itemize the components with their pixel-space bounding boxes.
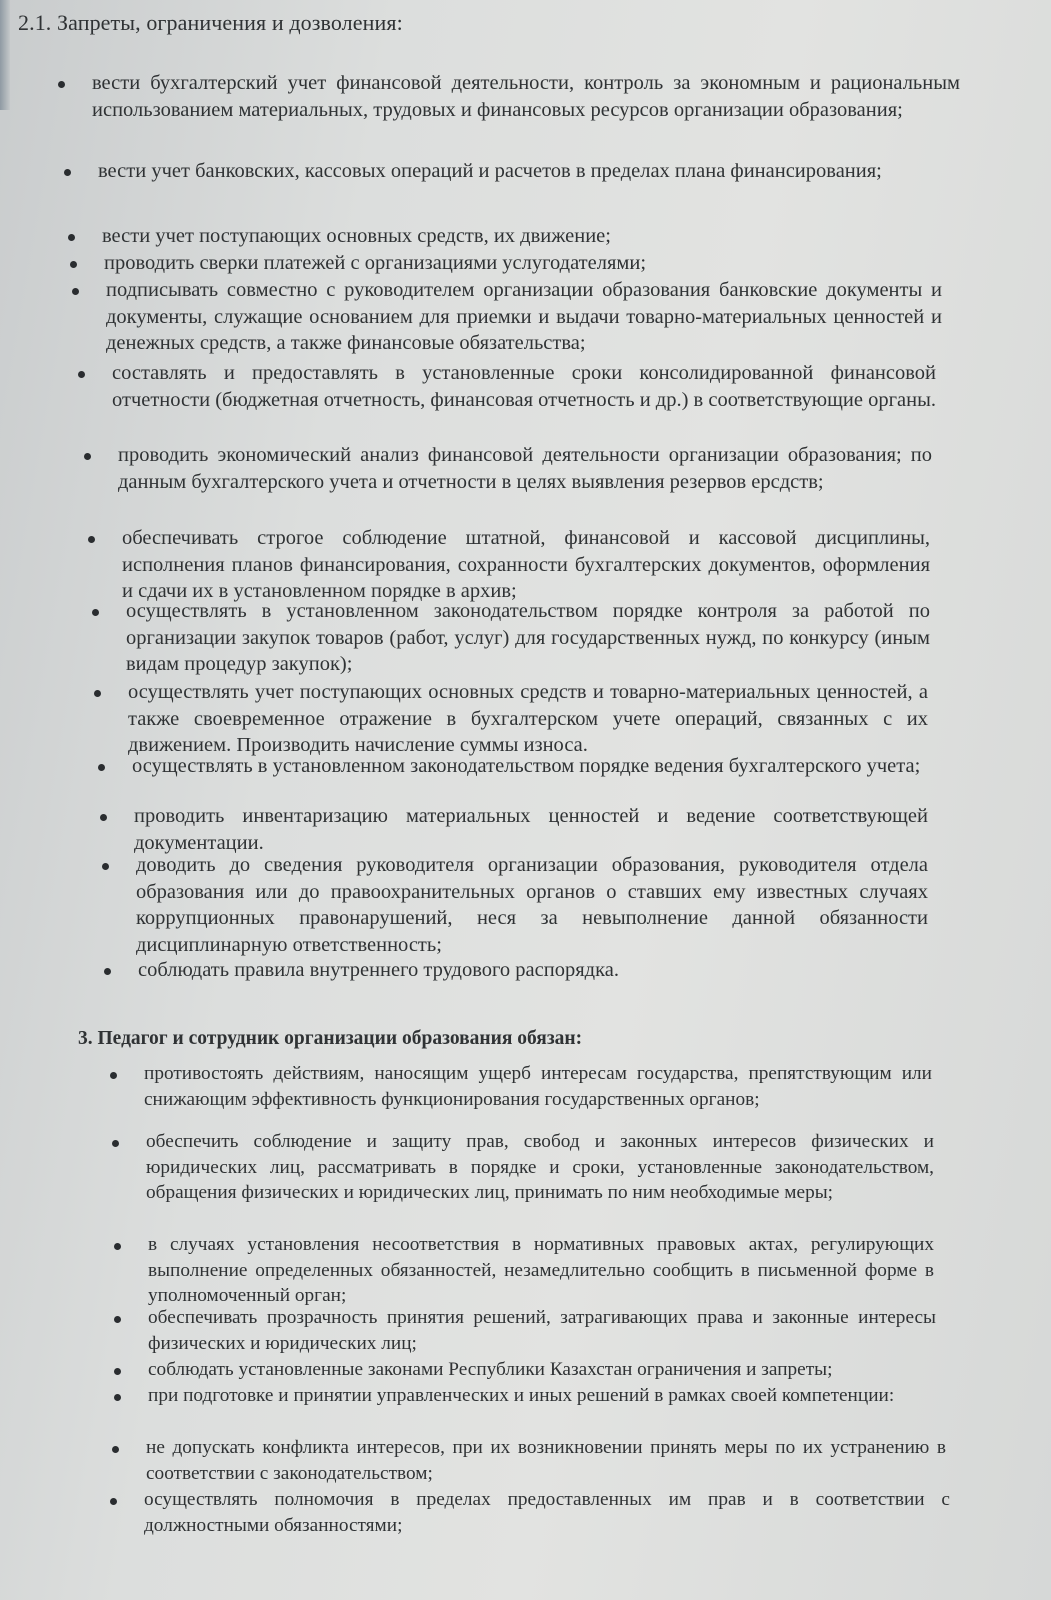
list-item-text: проводить инвентаризацию материальных ценностей и ведение соответствующей документации. (134, 805, 928, 854)
bullet-icon (78, 371, 85, 378)
list-item (128, 679, 928, 759)
list-item (144, 1487, 950, 1538)
list-item (148, 1383, 944, 1409)
list-item-text: осуществлять в установленном законодательством порядке контроля за работой по организации закупок товаров (работ, услуг) для государственных нужд, по конкурсу (иным видам процедур закупок); (126, 600, 930, 675)
list-item-text: составлять и предоставлять в установленные сроки консолидированной финансовой отчетности (бюджетная отчетность, финансовая отчетность и др.) в соответствующие органы. (112, 362, 936, 411)
list-item (146, 1435, 946, 1486)
list-item-text: проводить сверки платежей с организациями услугодателями; (104, 252, 647, 274)
bullet-icon (110, 1498, 117, 1505)
bullet-icon (110, 1072, 117, 1079)
list-item (122, 525, 930, 605)
list-item (148, 1305, 936, 1356)
bullet-icon (88, 536, 95, 543)
list-item-text: доводить до сведения руководителя организации образования, руководителя отдела образования или до правоохранительных органов о ставших ему известных случаях коррупционных правонарушений, неся за невыполнение данной обязанности дисциплинарную ответственность; (136, 854, 928, 956)
bullet-icon (114, 1243, 121, 1250)
list-item (98, 158, 950, 185)
bullet-icon (68, 234, 75, 241)
list-item (126, 598, 930, 678)
bullet-icon (112, 1140, 119, 1147)
bullet-icon (112, 1446, 119, 1453)
list-item (144, 1061, 932, 1112)
bullet-icon (100, 814, 107, 821)
list-item-text: обеспечивать строгое соблюдение штатной, финансовой и кассовой дисциплины, исполнения планов финансирования, сохранности бухгалтерских документов, оформления и сдачи их в установленном порядке в архив; (122, 527, 930, 602)
list-item-text: при подготовке и принятии управленческих и иных решений в рамках своей компетенции: (148, 1385, 895, 1406)
bullet-icon (98, 764, 105, 771)
list-item-text: осуществлять учет поступающих основных средств и товарно-материальных ценностей, а также своевременное отражение в бухгалтерском учете операций, связанных с их движением. Производить начисление суммы износа. (128, 681, 928, 756)
bullet-icon (84, 453, 91, 460)
list-item-text: в случаях установления несоответствия в нормативных правовых актах, регулирующих выполнение определенных обязанностей, незамедлительно сообщить в письменной форме в уполномоченный орган; (148, 1234, 934, 1307)
list-item (146, 1129, 934, 1206)
bullet-icon (114, 1368, 121, 1375)
list-item (136, 852, 928, 958)
list-item-text: обеспечить соблюдение и защиту прав, свобод и законных интересов физических и юридических лиц, рассматривать в порядке и сроки, установленные законодательством, обращения физических и юридических лиц, принимать по ним необходимые меры; (146, 1131, 934, 1204)
list-item-text: противостоять действиям, наносящим ущерб интересам государства, препятствующим или снижающим эффективность функционирования государственных органов; (144, 1063, 932, 1110)
section-3-heading: 3. Педагог и сотрудник организации образования обязан: (78, 1028, 583, 1049)
list-item (106, 277, 942, 357)
bullet-icon (58, 81, 65, 88)
bullet-icon (70, 261, 77, 268)
list-item-text: вести бухгалтерский учет финансовой деятельности, контроль за экономным и рациональным использованием материальных, трудовых и финансовых ресурсов организации образования; (92, 72, 960, 121)
bullet-icon (72, 288, 79, 295)
section-2-1-heading: 2.1. Запреты, ограничения и дозволения: (18, 10, 403, 35)
bullet-icon (104, 968, 111, 975)
list-item (148, 1357, 948, 1383)
bullet-icon (94, 690, 101, 697)
list-item-text: проводить экономический анализ финансовой деятельности организации образования; по данным бухгалтерского учета и отчетности в целях выявления резервов ерсдств; (118, 444, 932, 493)
list-item-text: соблюдать правила внутреннего трудового распорядка. (138, 959, 619, 981)
list-item (92, 70, 960, 123)
list-item (132, 753, 928, 780)
bullet-icon (114, 1394, 121, 1401)
list-item-text: вести учет банковских, кассовых операций и расчетов в пределах плана финансирования; (98, 160, 882, 182)
list-item-text: соблюдать установленные законами Республики Казахстан ограничения и запреты; (148, 1359, 833, 1380)
bullet-icon (114, 1316, 121, 1323)
list-item (102, 223, 802, 250)
list-item-text: осуществлять в установленном законодательством порядке ведения бухгалтерского учета; (132, 755, 921, 777)
list-item-text: подписывать совместно с руководителем организации образования банковские документы и документы, служащие основанием для приемки и выдачи товарно-материальных ценностей и денежных средств, а также финансовые обязательства; (106, 279, 942, 354)
list-item (138, 957, 838, 984)
bullet-icon (92, 609, 99, 616)
list-item (118, 442, 932, 495)
list-item-text: вести учет поступающих основных средств, их движение; (102, 225, 611, 247)
list-item (112, 360, 936, 413)
list-item-text: осуществлять полномочия в пределах предоставленных им прав и в соответствии с должностными обязанностями; (144, 1489, 950, 1536)
list-item-text: не допускать конфликта интересов, при их возникновении принять меры по их устранению в соответствии с законодательством; (146, 1437, 946, 1484)
list-item (134, 803, 928, 856)
bullet-icon (64, 169, 71, 176)
list-item-text: обеспечивать прозрачность принятия решений, затрагивающих права и законные интересы физических и юридических лиц; (148, 1307, 936, 1354)
bullet-icon (102, 863, 109, 870)
list-item (104, 250, 804, 277)
list-item (148, 1232, 934, 1309)
